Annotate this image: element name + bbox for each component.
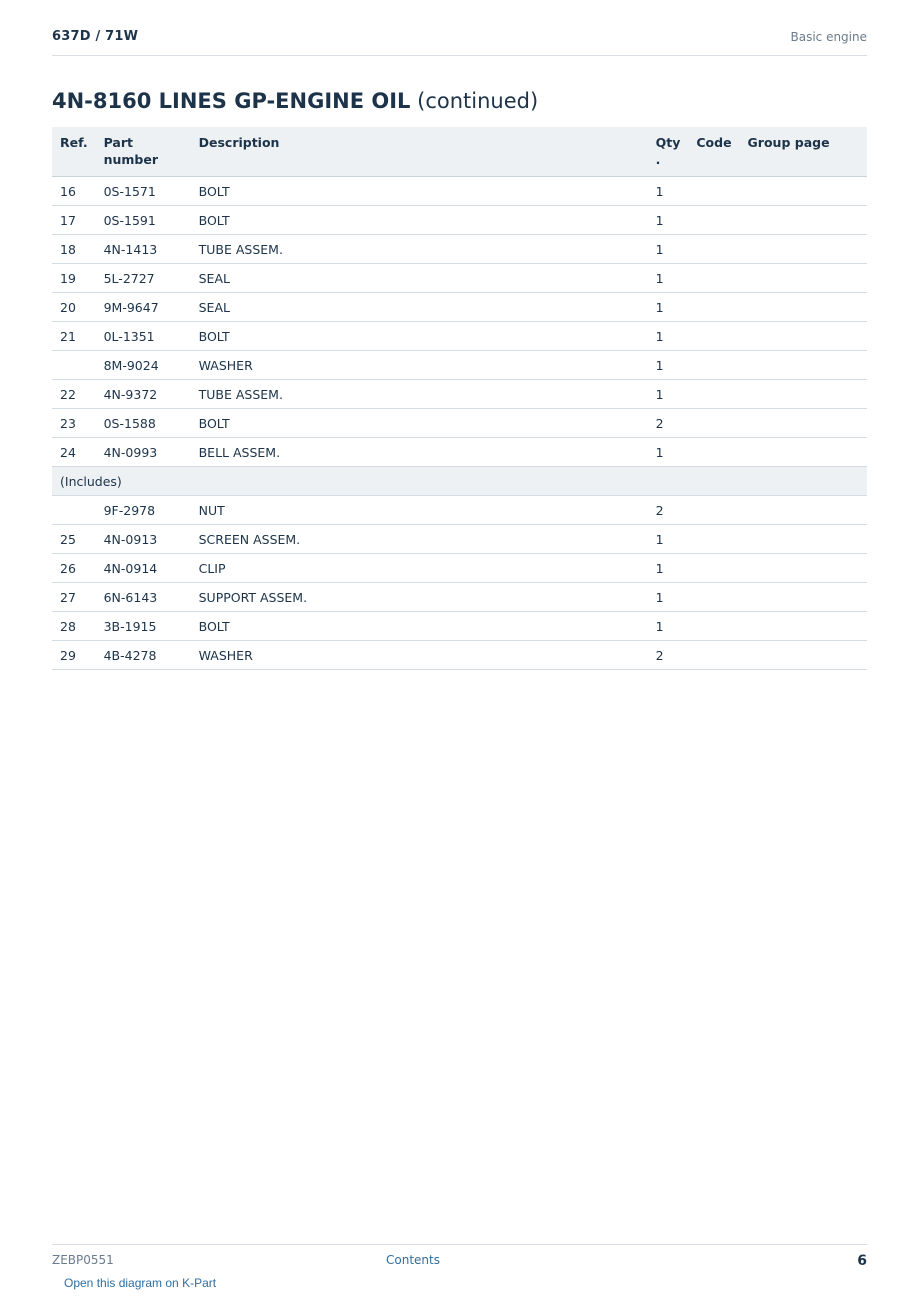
table-row	[52, 496, 867, 525]
table-row	[52, 409, 867, 438]
title-main: 4N-8160 LINES GP-ENGINE OIL	[52, 89, 411, 113]
code-cell	[688, 293, 739, 322]
ref-cell: 20	[52, 293, 96, 322]
part-number-cell: 4N-9372	[96, 380, 191, 409]
qty-cell: 1	[648, 206, 689, 235]
table-row	[52, 612, 867, 641]
page-number: 6	[857, 1253, 867, 1269]
ref-cell	[52, 496, 96, 525]
group-page-cell	[740, 380, 867, 409]
part-number-cell: 6N-6143	[96, 583, 191, 612]
ref-cell: 17	[52, 206, 96, 235]
code-cell	[688, 554, 739, 583]
part-number-cell: 5L-2727	[96, 264, 191, 293]
ref-cell: 28	[52, 612, 96, 641]
group-label: (Includes)	[52, 467, 867, 496]
group-page-cell	[740, 293, 867, 322]
part-number-cell: 4B-4278	[96, 641, 191, 670]
qty-cell: 2	[648, 409, 689, 438]
group-page-cell	[740, 351, 867, 380]
qty-cell: 1	[648, 612, 689, 641]
qty-cell: 1	[648, 322, 689, 351]
contents-link[interactable]: Contents	[386, 1253, 440, 1267]
qty-cell: 1	[648, 235, 689, 264]
qty-cell: 1	[648, 525, 689, 554]
code-cell	[688, 525, 739, 554]
page-footer	[52, 1244, 867, 1275]
description-cell: BOLT	[191, 612, 648, 641]
group-page-cell	[740, 409, 867, 438]
group-page-cell	[740, 525, 867, 554]
col-code: Code	[688, 127, 739, 177]
code-cell	[688, 612, 739, 641]
col-description: Description	[191, 127, 648, 177]
col-ref: Ref.	[52, 127, 96, 177]
qty-cell: 1	[648, 380, 689, 409]
table-row	[52, 322, 867, 351]
col-group-page: Group page	[740, 127, 867, 177]
description-cell: SEAL	[191, 293, 648, 322]
title-suffix: (continued)	[417, 89, 539, 113]
qty-cell: 1	[648, 351, 689, 380]
group-page-cell	[740, 612, 867, 641]
part-number-cell: 4N-1413	[96, 235, 191, 264]
code-cell	[688, 496, 739, 525]
table-row	[52, 177, 867, 206]
table-row	[52, 264, 867, 293]
group-page-cell	[740, 641, 867, 670]
page-header	[52, 28, 867, 56]
group-page-cell	[740, 554, 867, 583]
table-row	[52, 554, 867, 583]
table-row	[52, 206, 867, 235]
description-cell: BOLT	[191, 206, 648, 235]
description-cell: TUBE ASSEM.	[191, 235, 648, 264]
group-page-cell	[740, 264, 867, 293]
parts-table	[52, 127, 867, 670]
description-cell: WASHER	[191, 641, 648, 670]
ref-cell: 23	[52, 409, 96, 438]
ref-cell: 18	[52, 235, 96, 264]
code-cell	[688, 322, 739, 351]
group-page-cell	[740, 206, 867, 235]
part-number-cell: 4N-0913	[96, 525, 191, 554]
kpart-link[interactable]: Open this diagram on K-Part	[64, 1276, 217, 1290]
group-page-cell	[740, 322, 867, 351]
code-cell	[688, 380, 739, 409]
parts-table-body	[52, 177, 867, 670]
code-cell	[688, 351, 739, 380]
ref-cell	[52, 351, 96, 380]
qty-cell: 2	[648, 496, 689, 525]
ref-cell: 24	[52, 438, 96, 467]
code-cell	[688, 264, 739, 293]
description-cell: SUPPORT ASSEM.	[191, 583, 648, 612]
ref-cell: 19	[52, 264, 96, 293]
ref-cell: 16	[52, 177, 96, 206]
qty-cell: 1	[648, 264, 689, 293]
ref-cell: 27	[52, 583, 96, 612]
part-number-cell: 3B-1915	[96, 612, 191, 641]
description-cell: WASHER	[191, 351, 648, 380]
part-number-cell: 8M-9024	[96, 351, 191, 380]
part-number-cell: 0S-1591	[96, 206, 191, 235]
page-title	[52, 89, 538, 113]
part-number-cell: 0S-1588	[96, 409, 191, 438]
section-label: Basic engine	[790, 30, 867, 44]
code-cell	[688, 438, 739, 467]
description-cell: SCREEN ASSEM.	[191, 525, 648, 554]
qty-cell: 1	[648, 438, 689, 467]
group-page-cell	[740, 438, 867, 467]
group-page-cell	[740, 583, 867, 612]
description-cell: CLIP	[191, 554, 648, 583]
code-cell	[688, 206, 739, 235]
table-row	[52, 351, 867, 380]
description-cell: TUBE ASSEM.	[191, 380, 648, 409]
part-number-cell: 9F-2978	[96, 496, 191, 525]
ref-cell: 22	[52, 380, 96, 409]
table-row	[52, 235, 867, 264]
description-cell: NUT	[191, 496, 648, 525]
qty-cell: 1	[648, 177, 689, 206]
table-row	[52, 583, 867, 612]
code-cell	[688, 177, 739, 206]
col-qty: Qty .	[648, 127, 689, 177]
ref-cell: 25	[52, 525, 96, 554]
table-row	[52, 438, 867, 467]
part-number-cell: 0L-1351	[96, 322, 191, 351]
description-cell: BELL ASSEM.	[191, 438, 648, 467]
description-cell: SEAL	[191, 264, 648, 293]
model-label: 637D / 71W	[52, 29, 139, 44]
table-row	[52, 380, 867, 409]
description-cell: BOLT	[191, 409, 648, 438]
code-cell	[688, 409, 739, 438]
code-cell	[688, 641, 739, 670]
group-page-cell	[740, 177, 867, 206]
qty-cell: 1	[648, 293, 689, 322]
qty-cell: 1	[648, 554, 689, 583]
ref-cell: 21	[52, 322, 96, 351]
qty-cell: 2	[648, 641, 689, 670]
group-page-cell	[740, 235, 867, 264]
table-row	[52, 525, 867, 554]
ref-cell: 26	[52, 554, 96, 583]
description-cell: BOLT	[191, 322, 648, 351]
table-header-row	[52, 127, 867, 177]
group-row	[52, 467, 867, 496]
group-page-cell	[740, 496, 867, 525]
qty-cell: 1	[648, 583, 689, 612]
part-number-cell: 0S-1571	[96, 177, 191, 206]
part-number-cell: 4N-0993	[96, 438, 191, 467]
table-row	[52, 641, 867, 670]
col-part-number: Part number	[96, 127, 191, 177]
ref-cell: 29	[52, 641, 96, 670]
code-cell	[688, 235, 739, 264]
description-cell: BOLT	[191, 177, 648, 206]
part-number-cell: 9M-9647	[96, 293, 191, 322]
part-number-cell: 4N-0914	[96, 554, 191, 583]
table-row	[52, 293, 867, 322]
document-id: ZEBP0551	[52, 1253, 114, 1267]
code-cell	[688, 583, 739, 612]
